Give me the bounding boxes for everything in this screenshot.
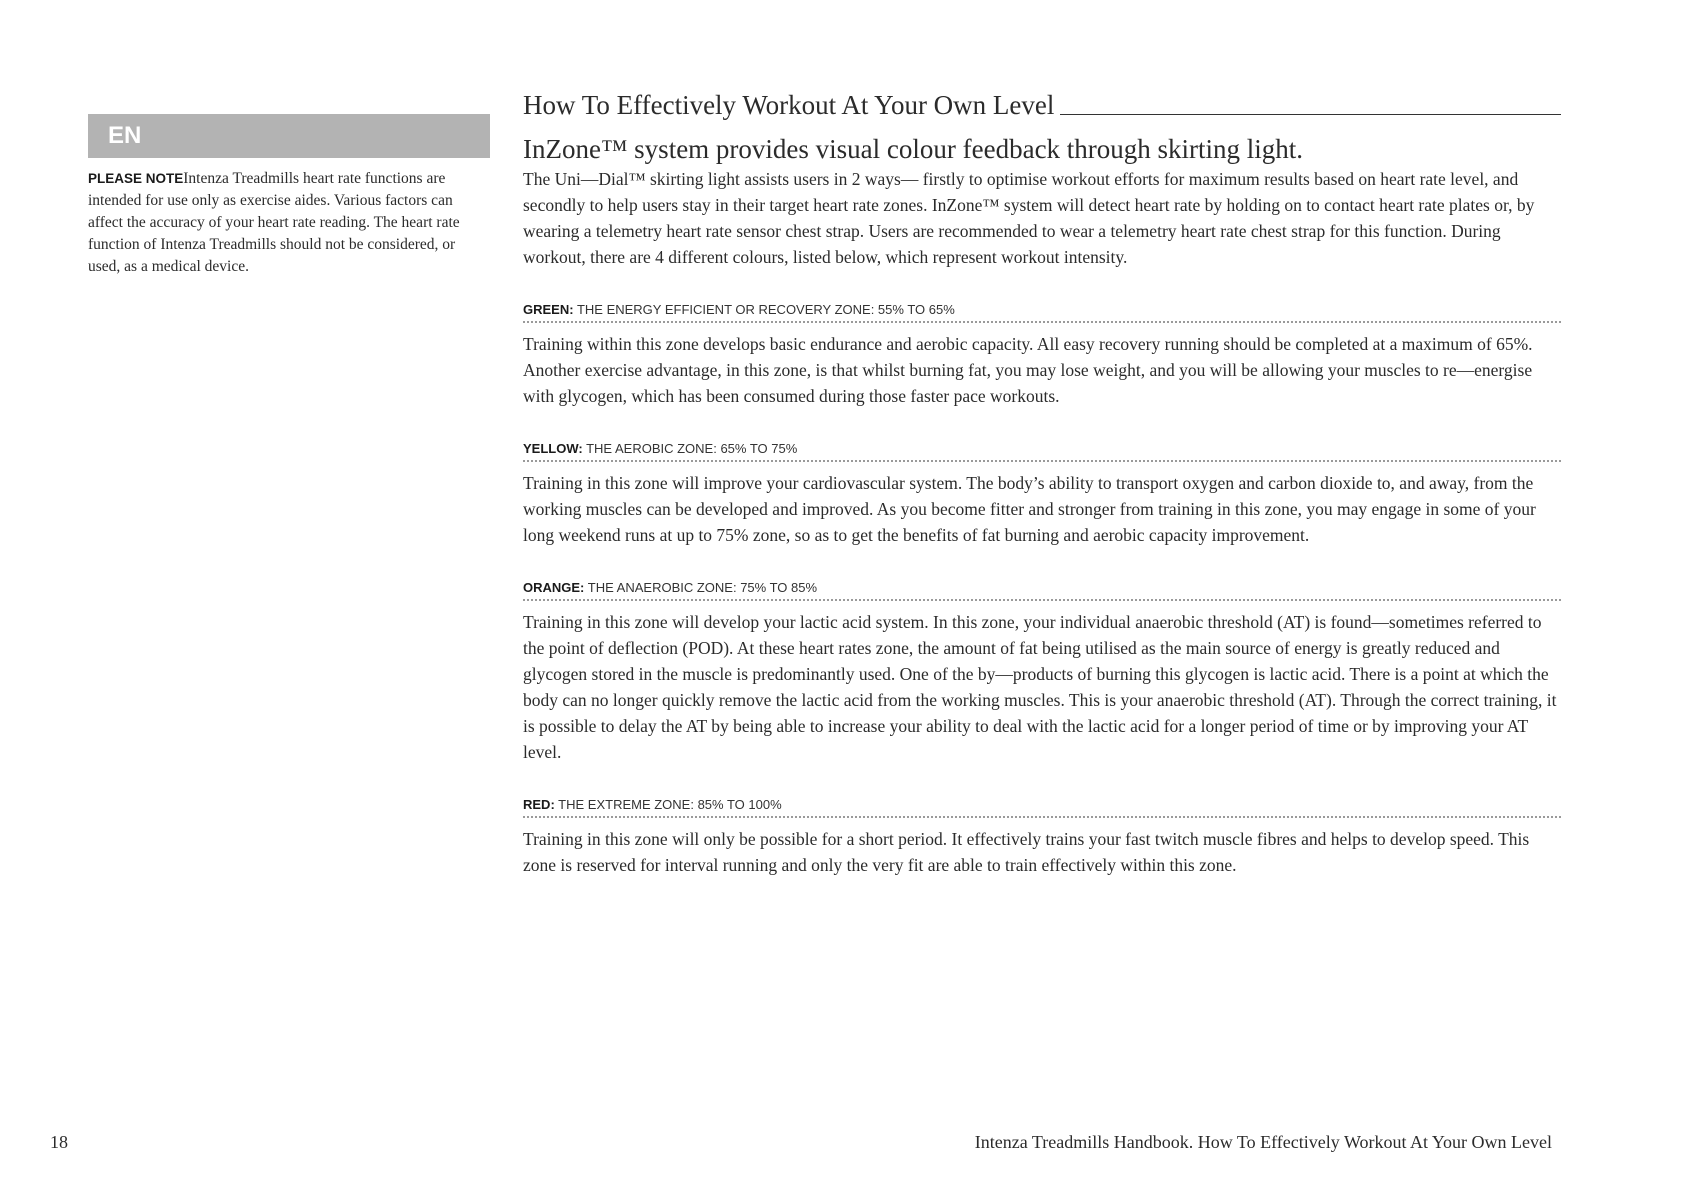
zone-color-label: YELLOW: <box>523 441 583 456</box>
language-badge: EN <box>88 114 490 158</box>
section-title-row <box>523 88 1561 122</box>
note-label: PLEASE NOTE <box>88 171 184 186</box>
title-rule <box>1060 114 1561 115</box>
footer-text: Intenza Treadmills Handbook. How To Effectively Workout At Your Own Level <box>974 1132 1552 1152</box>
zone-orange <box>523 580 1561 765</box>
zone-color-label: GREEN: <box>523 302 574 317</box>
zone-heading <box>523 797 1561 818</box>
zone-heading <box>523 441 1561 462</box>
zone-body: Training in this zone will improve your cardiovascular system. The body’s ability to transport oxygen and carbon dioxide to, and away, from the working muscles can be developed and improved. As you become fitter and stronger from training in this zone, you may engage in some of your long weekend runs at up to 75% zone, so as to get the benefits of fat burning and aerobic capacity improvement. <box>523 473 1536 545</box>
zone-green <box>523 302 1561 409</box>
subtitle: InZone™ system provides visual colour feedback through skirting light. <box>523 134 1304 164</box>
note-text: Intenza Treadmills heart rate functions are intended for use only as exercise aides. Various factors can affect the accuracy of your heart rate reading. The heart rate function of Intenza Treadmills should not be considered, or used, as a medical device. <box>88 170 460 275</box>
zone-color-label: ORANGE: <box>523 580 585 595</box>
zone-yellow <box>523 441 1561 548</box>
intro-paragraph: The Uni—Dial™ skirting light assists users in 2 ways— firstly to optimise workout efforts for maximum results based on heart rate level, and secondly to help users stay in their target heart rate zones. InZone™ system will detect heart rate by holding on to contact heart rate plates or, by wearing a telemetry heart rate sensor chest strap. Users are recommended to wear a telemetry heart rate chest strap for this function. During workout, there are 4 different colours, listed below, which represent workout intensity. <box>523 169 1535 267</box>
page-number: 18 <box>50 1132 68 1152</box>
please-note <box>88 168 490 278</box>
zone-body: Training in this zone will only be possible for a short period. It effectively trains your fast twitch muscle fibres and helps to develop speed. This zone is reserved for interval running and only the very fit are able to train effectively within this zone. <box>523 829 1530 875</box>
zone-heading <box>523 580 1561 601</box>
zone-heading-text: THE ANAEROBIC ZONE: 75% TO 85% <box>587 580 818 595</box>
zone-body: Training within this zone develops basic endurance and aerobic capacity. All easy recovery running should be completed at a maximum of 65%. Another exercise advantage, in this zone, is that whilst burning fat, you may lose weight, and you will be allowing your muscles to re—energise with glycogen, which has been consumed during those faster pace workouts. <box>523 334 1533 406</box>
zone-color-label: RED: <box>523 797 555 812</box>
zone-heading-text: THE EXTREME ZONE: 85% TO 100% <box>558 797 782 812</box>
zone-body: Training in this zone will develop your lactic acid system. In this zone, your individual anaerobic threshold (AT) is found—sometimes referred to the point of deflection (POD). At these heart rates zone, the amount of fat being utilised as the main source of energy is greatly reduced and glycogen stored in the muscle is predominantly used. One of the by—products of burning this glycogen is lactic acid. There is a point at which the body can no longer quickly remove the lactic acid from the working muscles. This is your anaerobic threshold (AT). Through the correct training, it is possible to delay the AT by being able to increase your ability to deal with the lactic acid for a longer period of time or by improving your AT level. <box>523 612 1557 762</box>
zone-heading-text: THE AEROBIC ZONE: 65% TO 75% <box>586 441 798 456</box>
section-title: How To Effectively Workout At Your Own Level <box>523 90 1055 120</box>
zone-red <box>523 797 1561 878</box>
zone-heading <box>523 302 1561 323</box>
main-content <box>523 88 1561 878</box>
zone-heading-text: THE ENERGY EFFICIENT OR RECOVERY ZONE: 55% TO 65% <box>576 302 955 317</box>
